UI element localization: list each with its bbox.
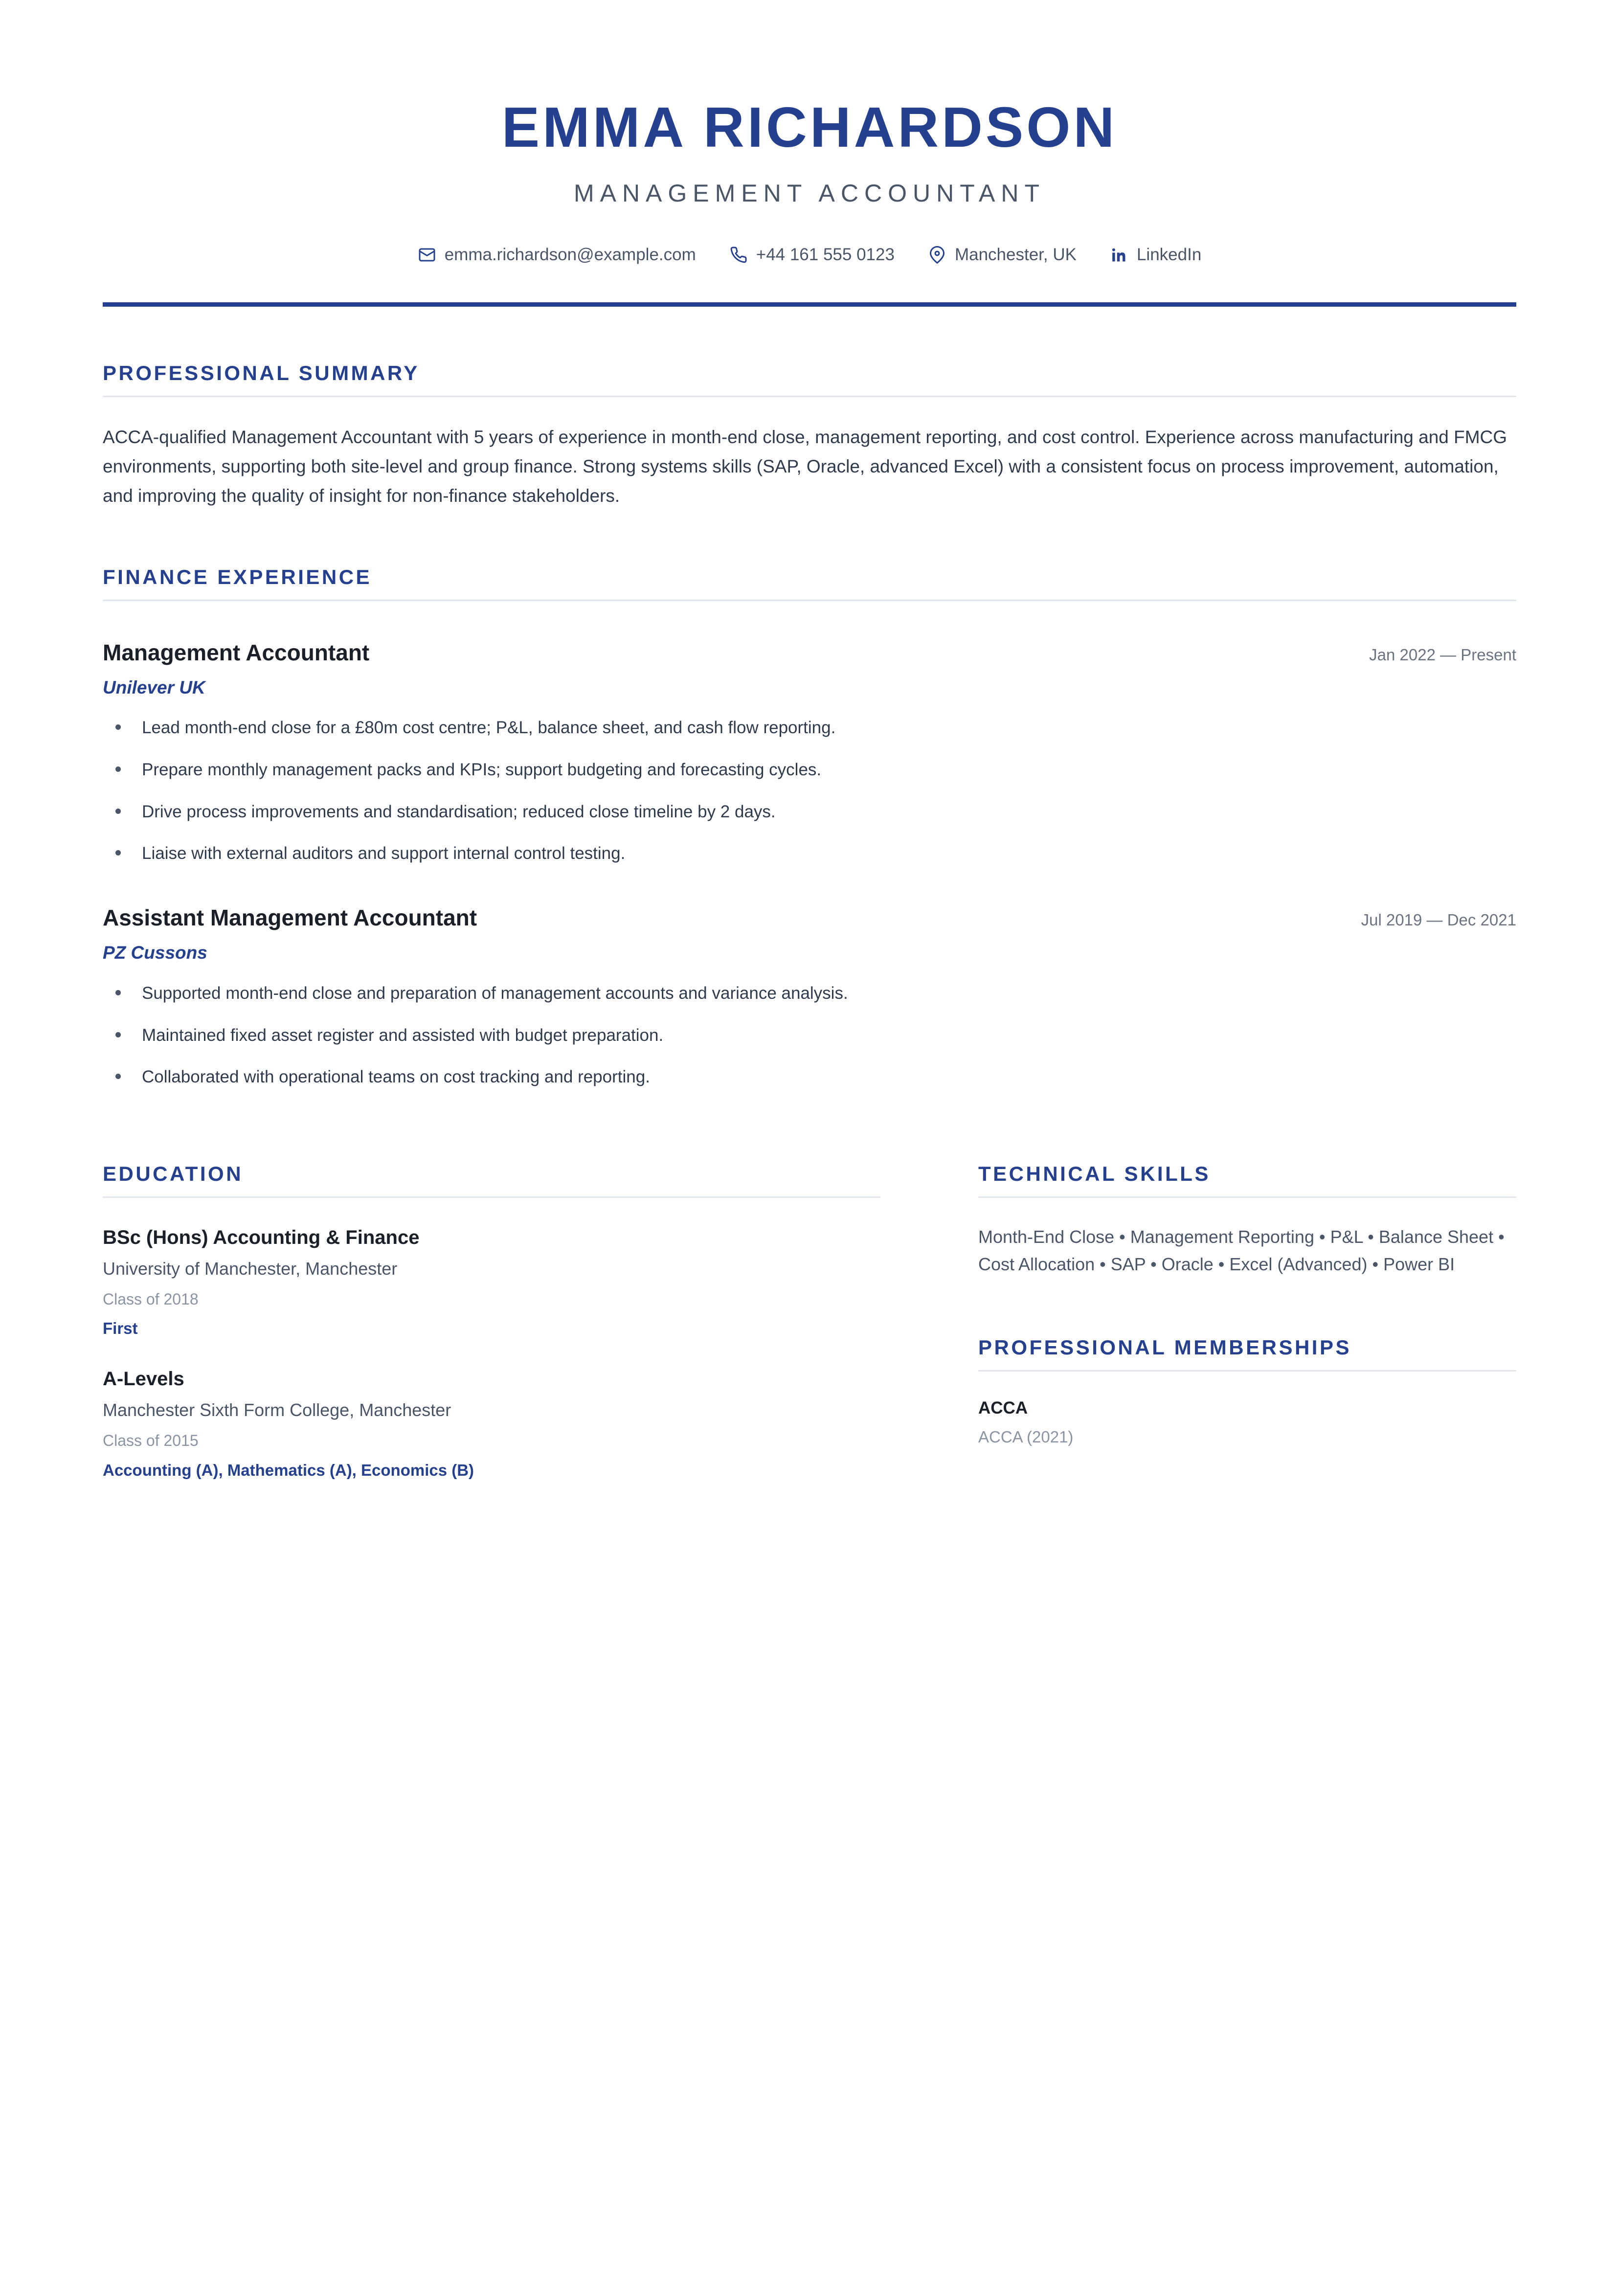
experience-entry-head xyxy=(103,639,1516,666)
bullet-dot-icon xyxy=(115,724,121,730)
job-dates: Jul 2019 — Dec 2021 xyxy=(1361,911,1516,929)
job-bullet xyxy=(103,1023,1516,1048)
linkedin-icon xyxy=(1110,246,1128,264)
education-grade: Accounting (A), Mathematics (A), Economics (B) xyxy=(103,1461,474,1479)
job-bullet xyxy=(103,758,1516,783)
education-column xyxy=(103,1162,880,1481)
contact-linkedin[interactable] xyxy=(1110,246,1201,264)
education-year: Class of 2018 xyxy=(103,1290,199,1308)
job-dates: Jan 2022 — Present xyxy=(1369,645,1516,664)
job-bullet xyxy=(103,716,1516,741)
education-school: University of Manchester, Manchester xyxy=(103,1259,398,1279)
phone-icon xyxy=(729,246,748,264)
contact-email-text: emma.richardson@example.com xyxy=(444,245,696,265)
section-finance-experience xyxy=(103,565,1516,1090)
summary-section-title: PROFESSIONAL SUMMARY xyxy=(103,361,420,384)
lower-columns xyxy=(103,1162,1516,1481)
job-bullet-text: Supported month-end close and preparation of management accounts and variance analysis. xyxy=(142,983,848,1003)
education-entry xyxy=(103,1225,880,1339)
education-school: Manchester Sixth Form College, Manchester xyxy=(103,1400,451,1420)
job-bullet-text: Prepare monthly management packs and KPIs; support budgeting and forecasting cycles. xyxy=(142,760,822,779)
job-bullet xyxy=(103,841,1516,866)
header-divider xyxy=(103,302,1516,307)
summary-text: ACCA-qualified Management Accountant with 5 years of experience in month-end close, management reporting, and cost control. Experience across manufacturing and FMCG environments, supporting both site-level and group finance. Strong systems skills (SAP, Oracle, advanced Excel) with a consistent focus on process improvement, automation, and improving the quality of insight for non-finance stakeholders. xyxy=(103,427,1507,506)
job-role: Management Accountant xyxy=(103,639,370,665)
candidate-headline: MANAGEMENT ACCOUNTANT xyxy=(573,179,1046,207)
contact-email[interactable] xyxy=(418,246,696,264)
experience-section-title: FINANCE EXPERIENCE xyxy=(103,565,372,588)
contact-phone[interactable] xyxy=(729,246,895,264)
job-bullet xyxy=(103,1065,1516,1090)
experience-entry xyxy=(103,639,1516,867)
skills-divider xyxy=(978,1196,1516,1198)
bullet-dot-icon xyxy=(115,1032,121,1037)
memberships-divider xyxy=(978,1370,1516,1372)
contact-phone-text: +44 161 555 0123 xyxy=(756,245,895,265)
membership-entry xyxy=(978,1397,1516,1448)
section-technical-skills xyxy=(978,1162,1516,1278)
job-role: Assistant Management Accountant xyxy=(103,905,477,931)
resume-header xyxy=(103,0,1516,307)
section-professional-summary xyxy=(103,361,1516,511)
job-bullets xyxy=(103,981,1516,1090)
bullet-dot-icon xyxy=(115,1074,121,1079)
contact-location-text: Manchester, UK xyxy=(954,245,1077,265)
job-bullet-text: Maintained fixed asset register and assisted with budget preparation. xyxy=(142,1025,664,1045)
job-company: PZ Cussons xyxy=(103,943,207,963)
experience-entry xyxy=(103,904,1516,1090)
location-icon xyxy=(928,246,946,264)
bullet-dot-icon xyxy=(115,990,121,995)
job-company: Unilever UK xyxy=(103,677,205,698)
job-bullet-text: Drive process improvements and standardisation; reduced close timeline by 2 days. xyxy=(142,802,776,821)
job-bullet xyxy=(103,800,1516,825)
skills-list: Month-End Close • Management Reporting • P&L • Balance Sheet • Cost Allocation • SAP • Oracle • Excel (Advanced) • Power BI xyxy=(978,1227,1505,1274)
bullet-dot-icon xyxy=(115,809,121,814)
job-bullet xyxy=(103,981,1516,1006)
education-degree: A-Levels xyxy=(103,1368,184,1390)
experience-entry-head xyxy=(103,904,1516,931)
education-divider xyxy=(103,1196,880,1198)
education-year: Class of 2015 xyxy=(103,1432,199,1450)
bullet-dot-icon xyxy=(115,850,121,855)
job-bullets xyxy=(103,716,1516,866)
membership-detail: ACCA (2021) xyxy=(978,1428,1074,1446)
bullet-dot-icon xyxy=(115,766,121,772)
email-icon xyxy=(418,246,436,264)
skills-column xyxy=(978,1162,1516,1448)
contact-linkedin-text: LinkedIn xyxy=(1136,245,1202,265)
membership-name: ACCA xyxy=(978,1398,1028,1418)
education-entry xyxy=(103,1367,880,1481)
contact-location xyxy=(928,246,1077,264)
summary-divider xyxy=(103,396,1516,397)
education-grade: First xyxy=(103,1319,138,1338)
candidate-name: EMMA RICHARDSON xyxy=(501,95,1118,159)
job-bullet-text: Lead month-end close for a £80m cost centre; P&L, balance sheet, and cash flow reporting. xyxy=(142,718,836,738)
section-professional-memberships xyxy=(978,1336,1516,1448)
education-section-title: EDUCATION xyxy=(103,1162,244,1186)
job-bullet-text: Liaise with external auditors and support internal control testing. xyxy=(142,844,626,863)
education-degree: BSc (Hons) Accounting & Finance xyxy=(103,1227,420,1249)
job-bullet-text: Collaborated with operational teams on cost tracking and reporting. xyxy=(142,1067,650,1087)
experience-divider xyxy=(103,600,1516,601)
contact-row xyxy=(103,246,1516,264)
section-education xyxy=(103,1162,880,1481)
skills-section-title: TECHNICAL SKILLS xyxy=(978,1162,1211,1186)
memberships-section-title: PROFESSIONAL MEMBERSHIPS xyxy=(978,1335,1351,1359)
